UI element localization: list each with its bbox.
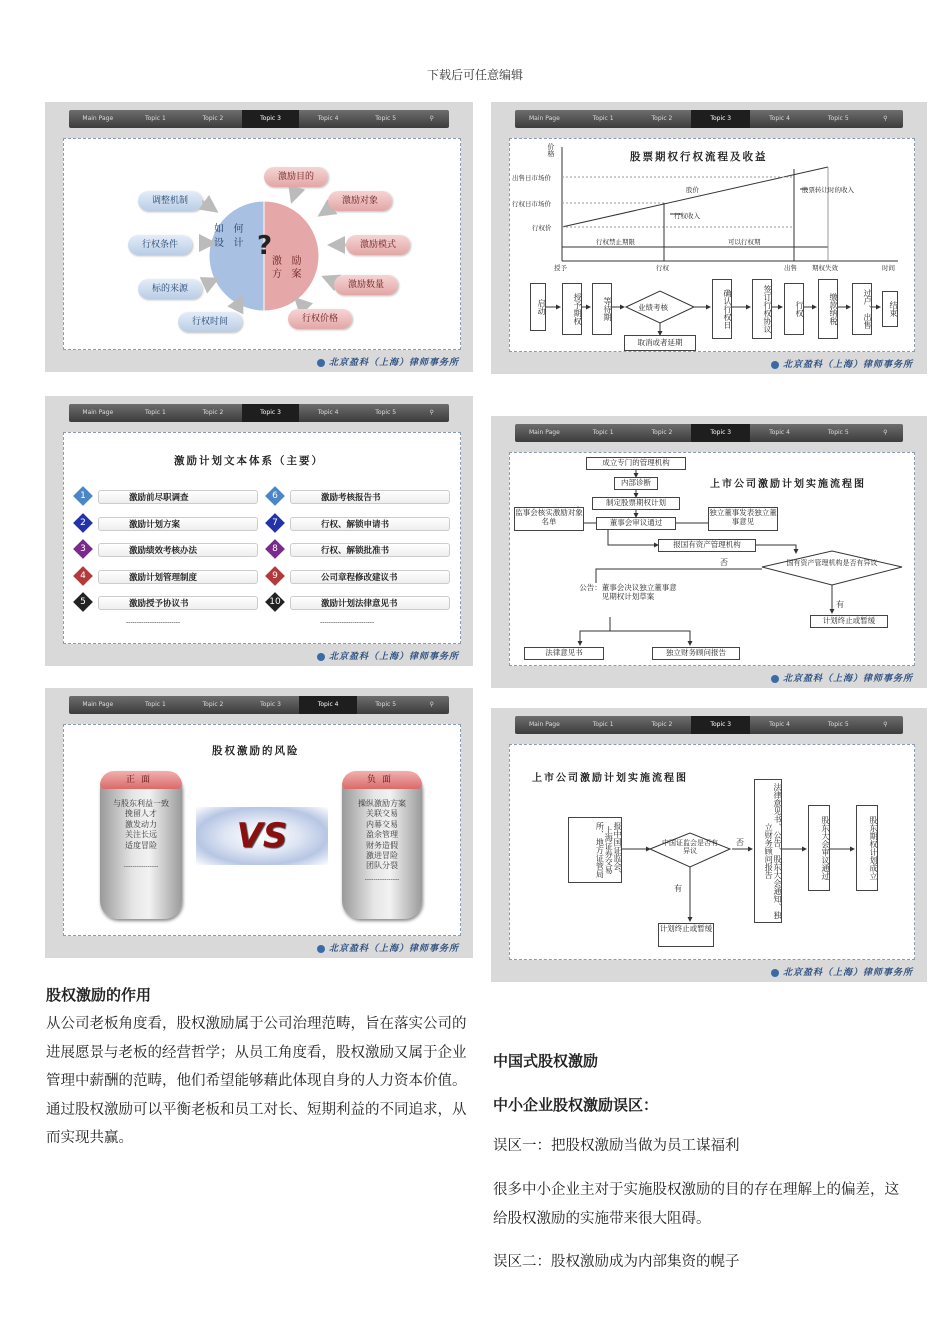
node-legal-announce: 法律意见书、公告、股东大会通知、独立财务顾问报告	[754, 779, 782, 923]
item-number-badge	[73, 486, 93, 506]
slide-listed-flow-1	[491, 416, 927, 688]
flow-pay-tax: 缴款纳税	[818, 279, 838, 339]
item-adjust-mechanism: 调整机制	[138, 191, 202, 211]
circle-left-half	[209, 201, 264, 311]
nav-topic-5[interactable]: Topic 5	[827, 429, 849, 436]
item-label: 行权、解锁批准书	[290, 543, 450, 557]
item-number-badge	[265, 513, 285, 533]
slide-nav	[69, 696, 449, 714]
nav-topic-3[interactable]: Topic 3	[242, 404, 300, 422]
nav-topic-5[interactable]: Topic 5	[375, 409, 397, 416]
slide-canvas	[509, 452, 915, 666]
nav-topic-1[interactable]: Topic 1	[144, 115, 166, 122]
search-icon[interactable]: ⚲	[429, 701, 434, 708]
nav-topic-5[interactable]: Topic 5	[375, 115, 397, 122]
search-icon[interactable]: ⚲	[429, 115, 434, 122]
page-header: 下载后可任意编辑	[426, 68, 523, 82]
item-number: 6	[272, 491, 278, 501]
node-legal-opinion: 法律意见书	[524, 647, 604, 660]
document-list-item	[268, 569, 448, 587]
node-independent-director: 独立董事发表独立董事意见	[708, 507, 778, 531]
label-no-2: 否	[736, 838, 744, 847]
slide-footer: 北京盈科（上海）律师事务所	[317, 355, 459, 368]
item-exercise-time: 行权时间	[178, 312, 242, 332]
nav-topic-4[interactable]: Topic 4	[769, 721, 790, 728]
node-supervisor-verify: 监事会核实激励对象名单	[514, 507, 584, 531]
listed-flow-title: 上市公司激励计划实施流程图	[710, 479, 866, 490]
slide-footer: 北京盈科（上海）律师事务所	[317, 649, 459, 662]
nav-topic-4[interactable]: Topic 4	[317, 409, 339, 416]
left-section-body: 从公司老板角度看，股权激励属于公司治理范畴，旨在落实公司的进展愿景与老板的经营哲学；从员工角度看，股权激励又属于企业管理中薪酬的范畴，他们希望能够藉此体现自身的人力资本价值。通过股权激励可以平衡老板和员工对长、短期利益的不同追求，从而实现共赢。	[46, 1016, 467, 1146]
x-label-exercise: 行权	[656, 264, 669, 272]
item-incentive-target: 激励对象	[328, 191, 392, 211]
slide-canvas	[509, 138, 915, 352]
node-draft-plan: 制定股票期权计划	[592, 497, 680, 510]
right-para-1: 误区一：把股权激励当做为员工谋福利	[493, 1138, 740, 1154]
slide-nav	[515, 716, 903, 734]
nav-topic-2[interactable]: Topic 2	[202, 115, 224, 122]
nav-topic-2[interactable]: Topic 2	[202, 409, 224, 416]
nav-main-page[interactable]: Main Page	[82, 701, 114, 708]
left-dashes: -------------------------	[126, 619, 181, 626]
item-number: 8	[272, 544, 278, 554]
document-list-item	[76, 489, 256, 507]
annotation-exercise-income: 行权收入	[674, 212, 700, 220]
negative-capsule	[342, 771, 422, 919]
annotation-stock-price: 股价	[686, 186, 699, 194]
nav-topic-1[interactable]: Topic 1	[144, 409, 166, 416]
slide-document-system	[45, 396, 473, 666]
document-list-item	[76, 542, 256, 560]
document-system-title: 激励计划文本体系（主要）	[174, 455, 324, 467]
right-para-3: 误区二：股权激励成为内部集资的幌子	[493, 1254, 740, 1270]
slide-listed-flow-2	[491, 708, 927, 982]
nav-topic-3[interactable]: Topic 3	[691, 716, 750, 734]
slide-footer: 北京盈科（上海）律师事务所	[771, 965, 913, 978]
positive-header: 正面	[100, 771, 182, 789]
nav-topic-2[interactable]: Topic 2	[651, 115, 673, 122]
nav-topic-2[interactable]: Topic 2	[651, 429, 673, 436]
item-label: 激励前尽职调查	[98, 490, 258, 504]
node-report-state-assets: 报国有资产管理机构	[658, 539, 756, 552]
item-label: 激励计划管理制度	[98, 570, 258, 584]
item-number-badge	[73, 566, 93, 586]
nav-main-page[interactable]: Main Page	[529, 721, 560, 728]
item-label: 激励授予协议书	[98, 596, 258, 610]
node-plan-stop-2: 计划终止或暂缓	[658, 923, 714, 947]
nav-main-page[interactable]: Main Page	[82, 115, 114, 122]
item-number: 2	[80, 517, 86, 528]
slide-footer: 北京盈科（上海）律师事务所	[771, 671, 913, 684]
right-dashes: -------------------------	[320, 619, 375, 626]
search-icon[interactable]: ⚲	[429, 409, 434, 416]
right-section-title-2: 中小企业股权激励误区：	[493, 1096, 659, 1114]
option-title: 股票期权行权流程及收益	[630, 151, 768, 163]
node-internal-diagnosis: 内部诊断	[614, 477, 658, 490]
document-list-item	[268, 489, 448, 507]
nav-topic-4[interactable]: Topic 4	[317, 115, 339, 122]
firm-logo-icon	[771, 675, 779, 683]
nav-topic-4[interactable]: Topic 4	[769, 429, 790, 436]
slide-incentive-design	[45, 102, 473, 372]
nav-topic-3[interactable]: Topic 3	[242, 110, 300, 128]
item-number-badge	[265, 566, 285, 586]
node-plan-stop: 计划终止或暂缓	[810, 615, 888, 628]
question-mark-icon: ?	[257, 231, 273, 261]
negative-body: 操纵激励方案 关联交易 内幕交易 盈余管理 财务造假 激进冒险 团队分裂 ----------------	[358, 799, 406, 883]
positive-capsule	[100, 771, 182, 919]
flow-start: 启动	[530, 283, 546, 331]
search-icon[interactable]: ⚲	[883, 115, 888, 122]
slide-nav	[69, 110, 449, 128]
node-announcement: 公告：董事会决议独立董事意见期权计划草案	[578, 583, 678, 617]
search-icon[interactable]: ⚲	[883, 429, 888, 436]
item-exercise-condition: 行权条件	[128, 235, 192, 255]
slide-option-exercise	[491, 102, 927, 374]
y-label-sell-price: 出售日市场价	[512, 174, 551, 182]
item-label: 行权、解锁申请书	[290, 517, 450, 531]
item-number-badge	[73, 592, 93, 612]
nav-main-page[interactable]: Main Page	[529, 115, 560, 122]
nav-topic-3[interactable]: Topic 3	[260, 701, 281, 708]
node-management-org: 成立专门的管理机构	[586, 457, 686, 470]
document-list-item	[268, 542, 448, 560]
nav-topic-2[interactable]: Topic 2	[651, 721, 673, 728]
slide-nav	[515, 424, 903, 442]
slide-footer: 北京盈科（上海）律师事务所	[317, 941, 459, 954]
label-no: 否	[720, 558, 728, 567]
item-number: 9	[272, 570, 278, 581]
slide-canvas	[63, 138, 461, 350]
node-shareholder-approval: 股东大会审议通过	[808, 805, 830, 891]
nav-topic-5[interactable]: Topic 5	[375, 701, 397, 708]
flow-grant: 授予期权	[562, 283, 582, 335]
item-incentive-model: 激励模式	[346, 235, 410, 255]
nav-topic-3[interactable]: Topic 3	[691, 424, 750, 442]
firm-logo-icon	[317, 653, 325, 661]
item-number: 10	[269, 597, 281, 607]
flow-confirm-date: 确认行权日	[712, 279, 732, 339]
node-financial-report: 独立财务顾问报告	[652, 647, 740, 660]
slide-nav	[69, 404, 449, 422]
flow-cancel-delay: 取消或者延期	[624, 335, 696, 351]
slide-footer: 北京盈科（上海）律师事务所	[771, 357, 913, 370]
y-axis-label: 价格	[547, 143, 555, 157]
item-number: 5	[80, 597, 86, 607]
flow-sign-agreement: 签订行权协议	[752, 279, 772, 339]
node-report-csrc: 报中国证监会、上海证券交易所、地方证管局	[568, 817, 622, 883]
listed-flow-2-title: 上市公司激励计划实施流程图	[532, 773, 688, 784]
x-label-grant: 授予	[554, 264, 567, 272]
item-number-badge	[265, 539, 285, 559]
nav-topic-1[interactable]: Topic 1	[144, 701, 166, 708]
center-right-text: 激 励 方 案	[272, 256, 302, 280]
positive-body: 与股东利益一致 挽留人才 激发动力 关注长远 适度冒险 ----------------	[113, 799, 169, 870]
firm-logo-icon	[771, 361, 779, 369]
right-section-title-1: 中国式股权激励	[493, 1052, 599, 1070]
y-label-strike-price: 行权价	[532, 224, 552, 232]
x-label-sell: 出售	[784, 264, 797, 272]
slide-nav	[515, 110, 903, 128]
slide-canvas	[63, 432, 461, 644]
item-number: 1	[80, 491, 86, 501]
nav-topic-4[interactable]: Topic 4	[299, 696, 357, 714]
item-number: 4	[80, 570, 86, 581]
nav-topic-1[interactable]: Topic 1	[592, 115, 614, 122]
slide-canvas	[509, 744, 915, 960]
document-list-item	[76, 595, 256, 613]
right-para-2: 很多中小企业主对于实施股权激励的目的存在理解上的偏差，这给股权激励的实施带来很大阻碍。	[493, 1182, 899, 1227]
period-exercise-forbidden: 行权禁止期限	[596, 238, 635, 246]
node-state-assets-objection: 国有资产管理机构是否有异议	[786, 559, 878, 567]
nav-main-page[interactable]: Main Page	[82, 409, 114, 416]
item-stock-source: 标的来源	[138, 279, 202, 299]
nav-topic-1[interactable]: Topic 1	[592, 721, 614, 728]
flow-waiting: 等待期	[592, 283, 612, 335]
risk-title: 股权激励的风险	[212, 745, 300, 757]
vs-badge	[196, 807, 328, 865]
item-label: 激励计划法律意见书	[290, 596, 450, 610]
negative-header: 负面	[342, 771, 422, 789]
firm-logo-icon	[317, 945, 325, 953]
document-list-item	[76, 569, 256, 587]
item-label: 激励计划方案	[98, 517, 258, 531]
y-label-exercise-price-market: 行权日市场价	[512, 200, 551, 208]
flow-performance: 业绩考核	[638, 303, 668, 312]
vs-text: VS	[236, 816, 288, 856]
item-number-badge	[73, 513, 93, 533]
decision-diamond	[762, 551, 902, 585]
flow-end: 结束	[882, 291, 898, 327]
node-plan-established: 股东期权计划成立	[856, 805, 878, 891]
nav-main-page[interactable]: Main Page	[529, 429, 560, 436]
item-number: 7	[272, 517, 278, 528]
document-list-item	[268, 595, 448, 613]
item-label: 激励考核报告书	[290, 490, 450, 504]
slide-risk	[45, 688, 473, 958]
flow-transfer-sell: 过户、出售	[852, 283, 872, 335]
document-list-item	[268, 516, 448, 534]
firm-logo-icon	[771, 969, 779, 977]
document-list-item	[76, 516, 256, 534]
item-incentive-purpose: 激励目的	[264, 167, 328, 187]
item-exercise-price: 行权价格	[288, 309, 352, 329]
nav-topic-1[interactable]: Topic 1	[592, 429, 614, 436]
item-number-badge	[265, 486, 285, 506]
item-number: 3	[80, 544, 86, 554]
search-icon[interactable]: ⚲	[883, 721, 888, 728]
x-label-time: 时间	[882, 264, 895, 272]
period-exercisable: 可以行权期	[728, 238, 761, 246]
left-section-title: 股权激励的作用	[46, 986, 152, 1004]
nav-topic-3[interactable]: Topic 3	[691, 110, 750, 128]
node-csrc-objection: 中国证监会是否有异议	[662, 839, 718, 856]
nav-topic-2[interactable]: Topic 2	[202, 701, 224, 708]
center-left-text: 如 何 设 计	[214, 224, 244, 249]
flow-exercise: 行权	[784, 283, 804, 335]
nav-topic-5[interactable]: Topic 5	[827, 721, 849, 728]
node-board-approval: 董事会审议通过	[596, 517, 676, 530]
item-number-badge	[73, 539, 93, 559]
slide-canvas	[63, 724, 461, 936]
firm-logo-icon	[317, 359, 325, 367]
item-label: 激励绩效考核办法	[98, 543, 258, 557]
nav-topic-4[interactable]: Topic 4	[769, 115, 790, 122]
item-incentive-quantity: 激励数量	[334, 275, 398, 295]
label-yes-2: 有	[674, 884, 682, 893]
x-label-expire: 期权失效	[812, 264, 838, 272]
nav-topic-5[interactable]: Topic 5	[827, 115, 849, 122]
label-yes: 有	[836, 600, 844, 609]
item-number-badge	[265, 592, 285, 612]
item-label: 公司章程修改建议书	[290, 570, 450, 584]
annotation-sale-income: 股票转让时的收入	[802, 186, 854, 194]
